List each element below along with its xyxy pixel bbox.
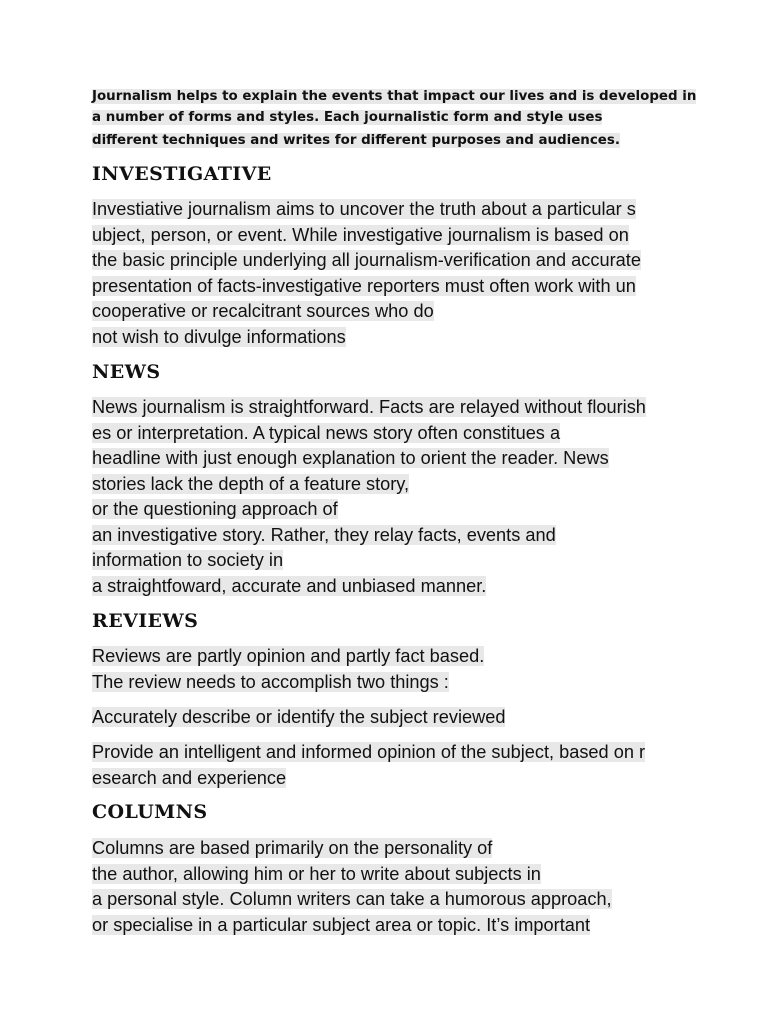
paragraph-line xyxy=(92,645,484,667)
paragraph-line xyxy=(92,224,629,246)
paragraph-text: or the questioning approach of xyxy=(92,499,338,519)
paragraph-line xyxy=(92,300,434,322)
intro-line xyxy=(92,88,696,106)
paragraph-text: a personal style. Column writers can take a humorous approach, xyxy=(92,889,612,909)
paragraph-text: esearch and experience xyxy=(92,768,287,788)
paragraph-line xyxy=(92,249,641,271)
intro-line xyxy=(92,109,602,127)
paragraph-text: Reviews are partly opinion and partly fact based. xyxy=(92,646,485,666)
paragraph-line xyxy=(92,498,338,520)
paragraph-text: cooperative or recalcitrant sources who do xyxy=(92,301,434,321)
paragraph-line xyxy=(92,863,541,885)
paragraph-text: stories lack the depth of a feature story, xyxy=(92,474,410,494)
paragraph-line xyxy=(92,575,486,597)
paragraph-text: presentation of facts-investigative reporters must often work with un xyxy=(92,276,636,296)
paragraph-line xyxy=(92,671,449,693)
paragraph-line xyxy=(92,447,609,469)
paragraph-text: or specialise in a particular subject area or topic. It’s important xyxy=(92,915,591,935)
paragraph-line xyxy=(92,524,556,546)
section-heading-reviews: REVIEWS xyxy=(92,610,199,632)
intro-text: Journalism helps to explain the events that impact our lives and is developed in xyxy=(92,89,697,104)
paragraph-text: es or interpretation. A typical news story often constitues a xyxy=(92,423,561,443)
section-heading-news: NEWS xyxy=(92,361,161,383)
paragraph-line xyxy=(92,275,636,297)
paragraph-text: the author, allowing him or her to write about subjects in xyxy=(92,864,541,884)
paragraph-text: Investiative journalism aims to uncover the truth about a particular s xyxy=(92,199,636,219)
paragraph-text: information to society in xyxy=(92,550,284,570)
paragraph-text: a straightfoward, accurate and unbiased manner. xyxy=(92,576,487,596)
paragraph-line xyxy=(92,706,505,728)
paragraph-line xyxy=(92,422,560,444)
paragraph-line xyxy=(92,198,636,220)
paragraph-line xyxy=(92,914,590,936)
paragraph-text: News journalism is straightforward. Facts are relayed without flourish xyxy=(92,397,646,417)
intro-line xyxy=(92,132,620,150)
paragraph-line xyxy=(92,473,409,495)
paragraph-text: Provide an intelligent and informed opinion of the subject, based on r xyxy=(92,742,646,762)
paragraph-line xyxy=(92,326,346,348)
paragraph-line xyxy=(92,888,612,910)
paragraph-line xyxy=(92,396,646,418)
intro-text: different techniques and writes for different purposes and audiences. xyxy=(92,133,620,148)
paragraph-text: Accurately describe or identify the subject reviewed xyxy=(92,707,506,727)
section-heading-investigative: INVESTIGATIVE xyxy=(92,163,272,185)
section-heading-columns: COLUMNS xyxy=(92,801,208,823)
paragraph-text: The review needs to accomplish two things : xyxy=(92,672,449,692)
paragraph-text: an investigative story. Rather, they relay facts, events and xyxy=(92,525,556,545)
paragraph-text: the basic principle underlying all journalism-verification and accurate xyxy=(92,250,641,270)
paragraph-line xyxy=(92,741,645,763)
paragraph-text: not wish to divulge informations xyxy=(92,327,346,347)
paragraph-text: headline with just enough explanation to orient the reader. News xyxy=(92,448,609,468)
intro-text: a number of forms and styles. Each journalistic form and style uses xyxy=(92,110,603,125)
paragraph-line xyxy=(92,549,283,571)
paragraph-line xyxy=(92,767,286,789)
paragraph-text: ubject, person, or event. While investigative journalism is based on xyxy=(92,225,629,245)
paragraph-line xyxy=(92,837,492,859)
paragraph-text: Columns are based primarily on the personality of xyxy=(92,838,493,858)
